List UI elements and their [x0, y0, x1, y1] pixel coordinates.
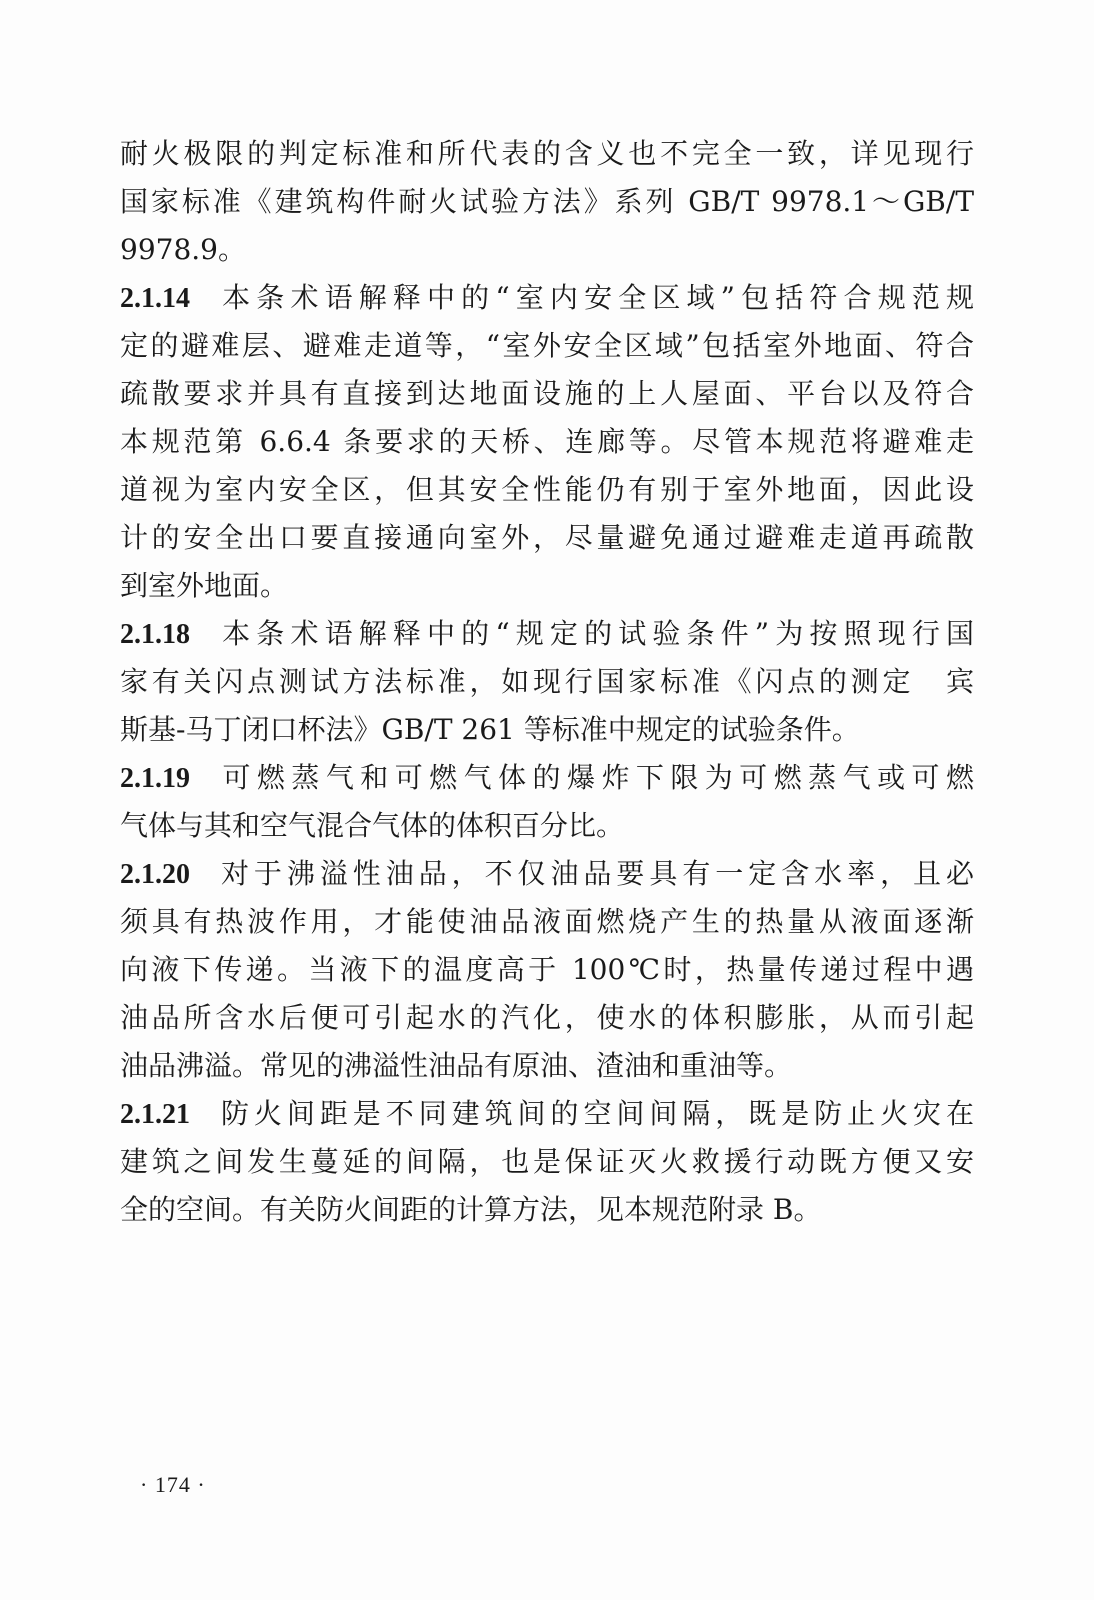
clause-2-1-21-first-line: [120, 1090, 974, 1138]
clause-line: 斯基-马丁闭口杯法》GB/T 261 等标准中规定的试验条件。: [120, 713, 860, 746]
clause-2-1-19-first-line: [120, 754, 974, 802]
intro-line: 9978.9。: [120, 233, 246, 266]
clause-2-1-20-first-line: [120, 850, 974, 898]
intro-line: 国家标准《建筑构件耐火试验方法》系列 GB/T 9978.1～GB/T: [120, 185, 974, 218]
clause-line: 建筑之间发生蔓延的间隔，也是保证灭火救援行动既方便又安: [120, 1145, 974, 1178]
clause-line: 全的空间。有关防火间距的计算方法，见本规范附录 B。: [120, 1193, 822, 1226]
clause-number: 2.1.21: [120, 1099, 190, 1130]
clause-line: 疏散要求并具有直接到达地面设施的上人屋面、平台以及符合: [120, 377, 974, 410]
page-number: · 174 ·: [140, 1472, 206, 1497]
clause-line: 油品沸溢。常见的沸溢性油品有原油、渣油和重油等。: [120, 1049, 793, 1082]
clause-text: 本条术语解释中的“室内安全区域”包括符合规范规: [216, 281, 974, 314]
clause-line: 计的安全出口要直接通向室外，尽量避免通过避难走道再疏散: [120, 521, 974, 554]
clause-number: 2.1.20: [120, 859, 190, 890]
clause-line: 向液下传递。当液下的温度高于 100℃时，热量传递过程中遇: [120, 953, 974, 986]
clause-line: 家有关闪点测试方法标准，如现行国家标准《闪点的测定 宾: [120, 665, 974, 698]
clause-number: 2.1.18: [120, 619, 190, 650]
intro-line: 耐火极限的判定标准和所代表的含义也不完全一致，详见现行: [120, 137, 974, 170]
clause-2-1-14-first-line: [120, 274, 974, 322]
clause-2-1-18-first-line: [120, 610, 974, 658]
clause-line: 气体与其和空气混合气体的体积百分比。: [120, 809, 625, 842]
clause-line: 油品所含水后便可引起水的汽化，使水的体积膨胀，从而引起: [120, 1001, 974, 1034]
clause-number: 2.1.19: [120, 763, 190, 794]
clause-line: 到室外地面。: [120, 569, 289, 602]
clause-text: 本条术语解释中的“规定的试验条件”为按照现行国: [216, 617, 974, 650]
clause-line: 须具有热波作用，才能使油品液面燃烧产生的热量从液面逐渐: [120, 905, 974, 938]
body-text: [120, 130, 974, 1234]
clause-line: 本规范第 6.6.4 条要求的天桥、连廊等。尽管本规范将避难走: [120, 425, 974, 458]
clause-number: 2.1.14: [120, 283, 190, 314]
clause-text: 可燃蒸气和可燃气体的爆炸下限为可燃蒸气或可燃: [216, 761, 974, 794]
clause-text: 对于沸溢性油品，不仅油品要具有一定含水率，且必: [216, 857, 974, 890]
clause-line: 定的避难层、避难走道等，“室外安全区域”包括室外地面、符合: [120, 329, 974, 362]
clause-line: 道视为室内安全区，但其安全性能仍有别于室外地面，因此设: [120, 473, 974, 506]
clause-text: 防火间距是不同建筑间的空间间隔，既是防止火灾在: [216, 1097, 974, 1130]
